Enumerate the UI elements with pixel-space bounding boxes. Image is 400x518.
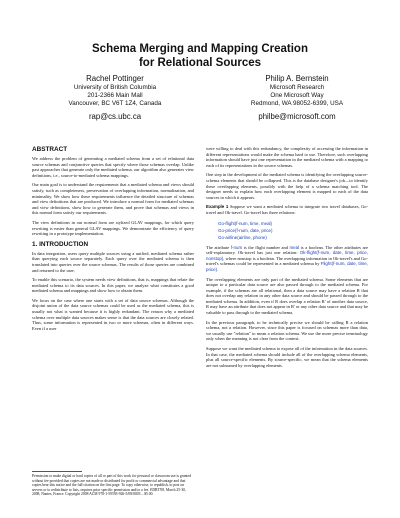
body-paragraph: To enable this scenario, the system needs view definitions, that is, mappings that relate the mediated schema to its data sources. In this paper, we analyze what constitutes a good mediated schema and mappings and show how to obtain them.: [32, 277, 194, 294]
author-email: rap@cs.ubc.ca: [88, 112, 142, 121]
title-line-2: for Relational Sources: [138, 57, 262, 69]
author-block-2: [212, 74, 382, 121]
text-run: The attribute: [206, 244, 231, 250]
body-paragraph: In the previous paragraph, to be technically precise we should be calling R a relation schema, not a relation. However, since this paper is focused on schemas more than data, we usually use "relation" to mean a relation schema. We use the more precise terminology only when the meaning is not clear from the context.: [206, 319, 368, 342]
body-paragraph: were willing to deal with this redundancy, the complexity of accessing the information in different representations would make the schema hard to use. Therefore, such overlapping information should have just one representation in the mediated schema with a mapping to each of its representations in the source schemas.: [206, 146, 368, 168]
footnote-rule: [32, 471, 82, 472]
code-block: [218, 220, 368, 241]
text-run: is a boolean. The other attributes are self-explanatory. Ok-travel has just one relation:: [206, 244, 368, 256]
code-line: Go-price(f-num, date, price): [218, 227, 273, 233]
body-paragraph: [206, 245, 368, 273]
author-affiliation: Microsoft Research: [269, 84, 325, 91]
example-paragraph: [206, 204, 368, 215]
text-run: .: [217, 266, 219, 272]
abstract-paragraph: Our main goal is to understand the requirements that a mediated schema and views should satisfy, such as completeness, preservation of overlapping information, normalization, and minimality. We show how these requirements influence the detailed structure of schemas and view definitions that are produced. We introduce a normal form for mediated schemas and view definitions, show how to generate them, and prove that schemas and views in this normal form satisfy our requirements.: [32, 182, 194, 216]
body-paragraph: In data integration, users query multiple sources using a unified, mediated schema rather than querying each source separately. Each query over the mediated schema is then translated into queries over the source schemas. The results of those queries are combined and returned to the user.: [32, 250, 194, 273]
right-column: [206, 146, 368, 372]
code-line: Go-flight(f-num, time, meal): [218, 220, 273, 226]
author-address-line-1: 201-2366 Main Mall: [87, 92, 143, 99]
text-run: , where nonstop is a boolean. The overlapping information in Ok-travel's and Go-travel's schemas could be represented in a mediated schema by: [206, 255, 368, 267]
inline-code: f-num: [230, 244, 243, 250]
inline-code: Ok-flight(f-num, date, time, price, nonstop): [206, 250, 368, 261]
title-line-1: Schema Merging and Mapping Creation: [92, 43, 308, 55]
body-paragraph: We focus on the case where one starts with a set of data source schemas. Although the disjoint union of the data source schemas could be used as the mediated schema, this is usually not what is wanted because it is highly redundant. The reason why a mediated schema over multiple data sources makes sense is that the data sources are closely related. Thus, some information is represented in two or more schemas, often in different ways. Even if a user: [32, 297, 194, 331]
example-text: Suppose we want a mediated schema to integrate two travel databases, Go-travel and Ok-travel. Go-travel has three relations:: [206, 204, 368, 215]
author-block-1: [30, 74, 200, 121]
paper-title: [0, 42, 400, 70]
body-paragraph: The overlapping elements are only part of the mediated schema. Some elements that are unique to a particular data source are also passed through to the mediated schema. For example, if the schemas are all relational, then a data source may have a relation R that does not overlap any relation in any other data source and should be passed through to the mediated schema. In addition, even if R does overlap a relation R' of another data source, R may have an attribute that does not appear in R' or any other data source and that may be valuable to pass through to the mediated schema.: [206, 276, 368, 316]
left-column: [32, 146, 194, 335]
section-heading: 1. INTRODUCTION: [32, 240, 89, 248]
abstract-paragraph: We address the problem of generating a mediated schema from a set of relational data source schemas and conjunctive queries that specify where those schemas overlap. Unlike past approaches that generate only the mediated schema, our algorithm also generates view definitions, i.e., source-to-mediated schema mappings.: [32, 156, 194, 178]
code-line: Go-airline(airline, phone): [218, 234, 267, 240]
author-affiliation: University of British Columbia: [73, 84, 157, 91]
body-paragraph: Suppose we want the mediated schema to expose all of the information in the data sources. In that case, the mediated schema should include all of the overlapping schema elements, plus all source-specific elements. By source-specific, we mean that the schema elements are not subsumed by overlapping elements.: [206, 346, 368, 368]
abstract-paragraph: The view definitions in our normal form are stylized GLAV mappings, for which query rewriting is easier than general GLAV mappings. We demonstrate the efficiency of query rewriting in a prototype implementation.: [32, 219, 194, 237]
inline-code: meal: [289, 244, 300, 250]
text-run: is the flight number and: [242, 244, 290, 250]
author-email: philbe@microsoft.com: [258, 112, 336, 121]
abstract-heading: ABSTRACT: [32, 146, 68, 153]
example-label: Example 1: [206, 204, 229, 210]
author-name: Rachel Pottinger: [86, 74, 144, 83]
author-address-line-2: Vancouver, BC V6T 1Z4, Canada: [68, 100, 162, 107]
permission-notice: Permission to make digital or hard copies of all or part of this work for personal or classroom use is granted without fee provided that copies are not made or distributed for profit or commercial advantage and that copies bear this notice and the full citation on the first page. To copy otherwise, to republish, to post on servers or to redistribute to lists, requires prior specific permission and/or a fee. EDBT'08, March 25-30, 2008, Nantes, France. Copyright 2008 ACM 978-1-59593-926-5/08/0003 ...$5.00.: [32, 474, 191, 497]
author-address-line-2: Redmond, WA 98052-6399, USA: [250, 100, 344, 107]
body-paragraph: One step in the development of the mediated schema is identifying the overlapping source-schema elements that should be collapsed. This is the database designer's job—to identify these overlapping elements, possibly with the help of a schema matching tool. The designer needs to explain how each overlapping element is mapped to each of the data sources in which it appears.: [206, 172, 368, 200]
inline-code: Flight(f-num, date, time, price): [206, 261, 368, 272]
author-address-line-1: One Microsoft Way: [270, 92, 324, 99]
author-name: Philip A. Bernstein: [265, 74, 329, 83]
